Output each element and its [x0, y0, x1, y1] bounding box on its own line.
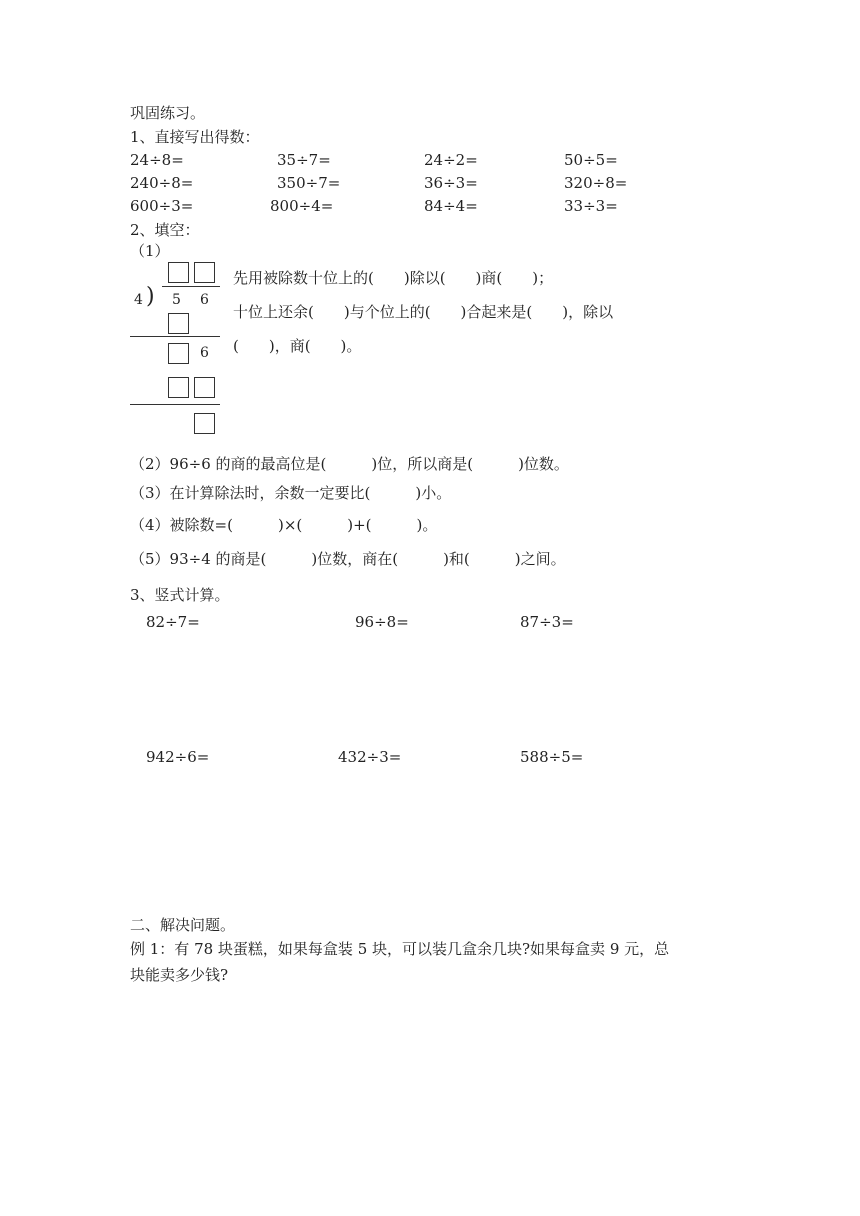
- q3-item: 96÷8=: [355, 613, 409, 631]
- quotient-box-tens[interactable]: [168, 262, 189, 283]
- product-box-2-tens[interactable]: [168, 377, 189, 398]
- q1-item: 84÷4=: [424, 197, 478, 215]
- q2-heading: 2、填空：: [130, 221, 200, 239]
- q1-item: 33÷3=: [564, 197, 618, 215]
- q2-part1-line: 十位上还余( )与个位上的( )合起来是( )，除以: [233, 303, 614, 321]
- section2-heading: 二、解决问题。: [130, 916, 236, 934]
- q3-item: 87÷3=: [520, 613, 574, 631]
- bring-down-digit: 6: [200, 345, 209, 361]
- dividend-tens-digit: 5: [172, 292, 181, 308]
- q3-heading: 3、竖式计算。: [130, 586, 230, 604]
- q1-item: 320÷8=: [564, 174, 628, 192]
- remainder-box-1[interactable]: [168, 343, 189, 364]
- quotient-box-ones[interactable]: [194, 262, 215, 283]
- q2-fill-item: （4）被除数=( )×( )+( )。: [130, 516, 438, 534]
- q1-item: 50÷5=: [564, 151, 618, 169]
- example-line: 例 1：有 78 块蛋糕，如果每盒装 5 块，可以装几盒余几块?如果每盒卖 9 元，总: [130, 940, 670, 958]
- page-title: 巩固练习。: [130, 104, 206, 122]
- q2-fill-item: （5）93÷4 的商是( )位数，商在( )和( )之间。: [130, 550, 566, 568]
- q1-item: 800÷4=: [270, 197, 334, 215]
- division-bracket: ): [146, 284, 155, 309]
- divisor-digit: 4: [134, 292, 143, 308]
- subtraction-line-1: [130, 336, 220, 337]
- q1-item: 35÷7=: [277, 151, 331, 169]
- q1-item: 24÷8=: [130, 151, 184, 169]
- q1-item: 36÷3=: [424, 174, 478, 192]
- subtraction-line-2: [130, 404, 220, 405]
- division-bar: [162, 286, 220, 287]
- q1-item: 350÷7=: [277, 174, 341, 192]
- q2-part1-label: （1）: [130, 242, 170, 260]
- q2-fill-item: （2）96÷6 的商的最高位是( )位，所以商是( )位数。: [130, 455, 569, 473]
- example-line: 块能卖多少钱?: [130, 966, 229, 984]
- q3-item: 432÷3=: [338, 748, 402, 766]
- q3-item: 82÷7=: [146, 613, 200, 631]
- q2-fill-item: （3）在计算除法时，余数一定要比( )小。: [130, 484, 452, 502]
- q1-heading: 1、直接写出得数：: [130, 128, 260, 146]
- q2-part1-line: 先用被除数十位上的( )除以( )商( )；: [233, 269, 554, 287]
- product-box-2-ones[interactable]: [194, 377, 215, 398]
- product-box-1[interactable]: [168, 313, 189, 334]
- q2-part1-line: ( )，商( )。: [233, 337, 362, 355]
- q1-item: 240÷8=: [130, 174, 194, 192]
- q1-item: 24÷2=: [424, 151, 478, 169]
- q3-item: 942÷6=: [146, 748, 210, 766]
- q1-item: 600÷3=: [130, 197, 194, 215]
- q3-item: 588÷5=: [520, 748, 584, 766]
- final-remainder-box[interactable]: [194, 413, 215, 434]
- dividend-ones-digit: 6: [200, 292, 209, 308]
